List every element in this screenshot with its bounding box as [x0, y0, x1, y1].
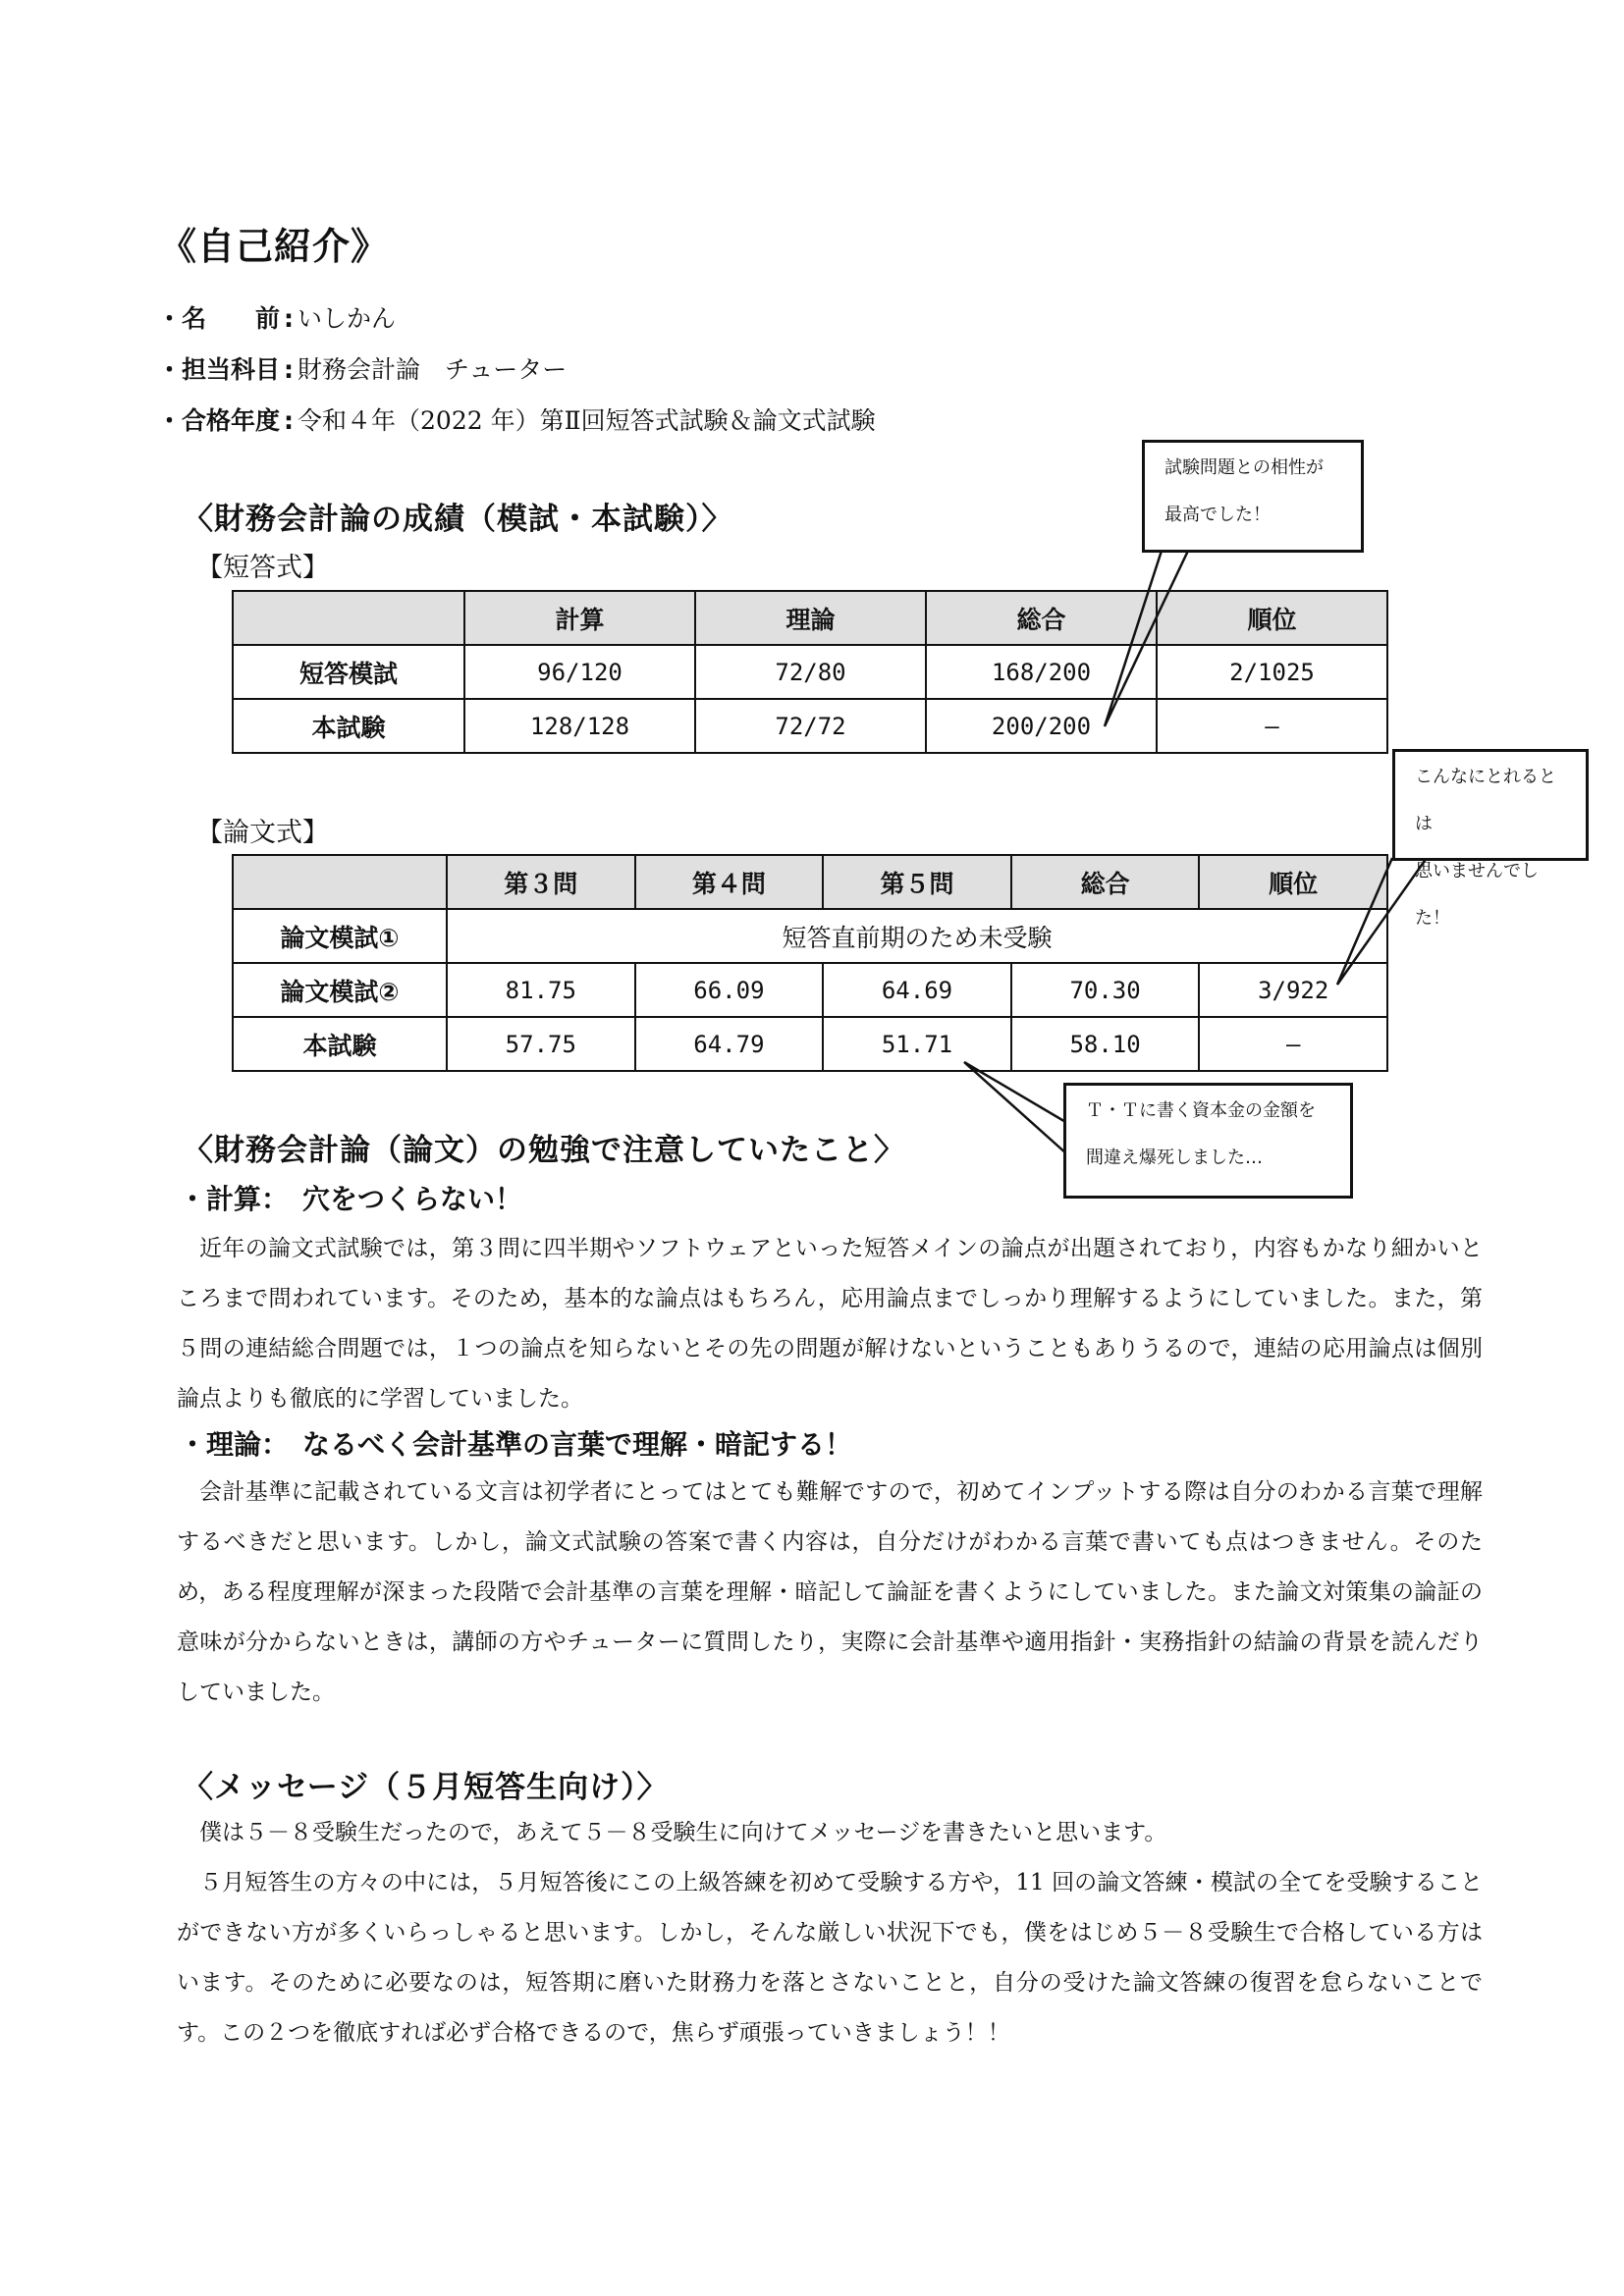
row-label: 短答模試 [233, 645, 464, 699]
year-value: 令和４年（2022 年）第Ⅱ回短答式試験＆論文式試験 [298, 406, 876, 435]
header-cell: 順位 [1199, 855, 1387, 909]
name-label: ・名 前 [157, 304, 281, 333]
header-cell: 第３問 [447, 855, 635, 909]
callout-3-line1: Ｔ・Ｔに書く資本金の金額を [1086, 1100, 1316, 1121]
subject-colon: : [284, 355, 295, 384]
theory-heading: ・理論： なるべく会計基準の言葉で理解・暗記する！ [179, 1428, 853, 1461]
row-label: 論文模試① [233, 909, 447, 963]
study-heading: 〈財務会計論（論文）の勉強で注意していたこと〉 [183, 1133, 905, 1168]
subject-value: 財務会計論 チューター [298, 355, 568, 384]
page-title: 《自己紹介》 [159, 225, 390, 268]
profile-name [157, 299, 396, 335]
message-paragraph-1: 僕は５－８受験生だったので，あえて５－８受験生に向けてメッセージを書きたいと思います。 [199, 1820, 1167, 1845]
table-row [233, 645, 1387, 699]
calc-heading: ・計算： 穴をつくらない！ [179, 1183, 523, 1215]
table-cell: 72/72 [695, 699, 926, 753]
essay-table [232, 854, 1388, 1072]
table-cell: 64.79 [635, 1017, 824, 1071]
table-cell: 81.75 [447, 963, 635, 1017]
callout-bubble-2 [1392, 749, 1589, 929]
header-cell: 第５問 [823, 855, 1011, 909]
message-heading: 〈メッセージ（５月短答生向け）〉 [183, 1770, 669, 1805]
year-colon: : [284, 406, 295, 435]
header-cell: 計算 [464, 591, 695, 645]
calc-body [177, 1224, 1483, 1424]
callout-2-line2: 思いませんでした！ [1415, 861, 1539, 929]
grades-heading: 〈財務会計論の成績（模試・本試験）〉 [183, 502, 733, 537]
header-cell: 総合 [926, 591, 1157, 645]
callout-1-line1: 試験問題との相性が [1164, 457, 1324, 478]
table-cell: ― [1157, 699, 1387, 753]
table-row [233, 1017, 1387, 1071]
table-row [233, 699, 1387, 753]
callout-bubble-3 [1063, 1083, 1353, 1199]
row-label: 本試験 [233, 1017, 447, 1071]
merged-note-cell: 短答直前期のため未受験 [447, 909, 1387, 963]
header-cell: 順位 [1157, 591, 1387, 645]
short-answer-table [232, 590, 1388, 754]
table-cell: 128/128 [464, 699, 695, 753]
callout-3-line2: 間違え爆死しました… [1086, 1148, 1263, 1168]
profile-year [157, 401, 876, 437]
essay-label: 【論文式】 [196, 818, 329, 848]
callout-pointer-3 [964, 1062, 1067, 1154]
name-colon: : [284, 304, 295, 333]
short-answer-label: 【短答式】 [196, 553, 329, 583]
table-header-row [233, 855, 1387, 909]
table-cell: 3/922 [1199, 963, 1387, 1017]
header-cell: 第４問 [635, 855, 824, 909]
table-cell: 168/200 [926, 645, 1157, 699]
theory-body [177, 1468, 1483, 1718]
calc-paragraph: 近年の論文式試験では，第３問に四半期やソフトウェアといった短答メインの論点が出題されており，内容もかなり細かいところまで問われています。そのため，基本的な論点はもちろん，応用論点までしっかり理解するようにしていました。また，第５問の連結総合問題では，１つの論点を知らないとその先の問題が解けないということもありうるので，連結の応用論点は個別論点よりも徹底的に学習していました。 [177, 1236, 1483, 1412]
callout-1-line2: 最高でした！ [1164, 505, 1271, 525]
callout-bubble-1 [1142, 440, 1364, 553]
profile-subject [157, 350, 567, 386]
table-header-row [233, 591, 1387, 645]
header-cell: 総合 [1011, 855, 1200, 909]
subject-label: ・担当科目 [157, 355, 281, 384]
header-blank [233, 855, 447, 909]
table-cell: 58.10 [1011, 1017, 1200, 1071]
year-label: ・合格年度 [157, 406, 281, 435]
callout-2-line1: こんなにとれるとは [1415, 767, 1556, 834]
table-cell: 51.71 [823, 1017, 1011, 1071]
header-cell: 理論 [695, 591, 926, 645]
table-cell: 200/200 [926, 699, 1157, 753]
table-cell: 72/80 [695, 645, 926, 699]
table-cell: 57.75 [447, 1017, 635, 1071]
row-label: 論文模試② [233, 963, 447, 1017]
row-label: 本試験 [233, 699, 464, 753]
table-cell: 2/1025 [1157, 645, 1387, 699]
message-body [177, 1808, 1483, 2058]
theory-paragraph: 会計基準に記載されている文言は初学者にとってはとても難解ですので，初めてインプットする際は自分のわかる言葉で理解するべきだと思います。しかし，論文式試験の答案で書く内容は，自分だけがわかる言葉で書いても点はつきません。そのため，ある程度理解が深まった段階で会計基準の言葉を理解・暗記して論証を書くようにしていました。また論文対策集の論証の意味が分からないときは，講師の方やチューターに質問したり，実際に会計基準や適用指針・実務指針の結論の背景を読んだりしていました。 [177, 1479, 1483, 1705]
table-cell: ― [1199, 1017, 1387, 1071]
table-row [233, 963, 1387, 1017]
table-cell: 70.30 [1011, 963, 1200, 1017]
table-cell: 64.69 [823, 963, 1011, 1017]
header-blank [233, 591, 464, 645]
table-cell: 96/120 [464, 645, 695, 699]
name-value: いしかん [298, 304, 397, 333]
message-paragraph-2: ５月短答生の方々の中には，５月短答後にこの上級答練を初めて受験する方や，11 回の論文答練・模試の全てを受験することができない方が多くいらっしゃると思います。しかし，そんな厳しい状況下でも，僕をはじめ５－８受験生で合格している方はいます。そのために必要なのは，短答期に磨いた財務力を落とさないことと，自分の受けた論文答練の復習を怠らないことです。この２つを徹底すれば必ず合格できるので，焦らず頑張っていきましょう！！ [177, 1870, 1483, 2046]
table-row [233, 909, 1387, 963]
table-cell: 66.09 [635, 963, 824, 1017]
